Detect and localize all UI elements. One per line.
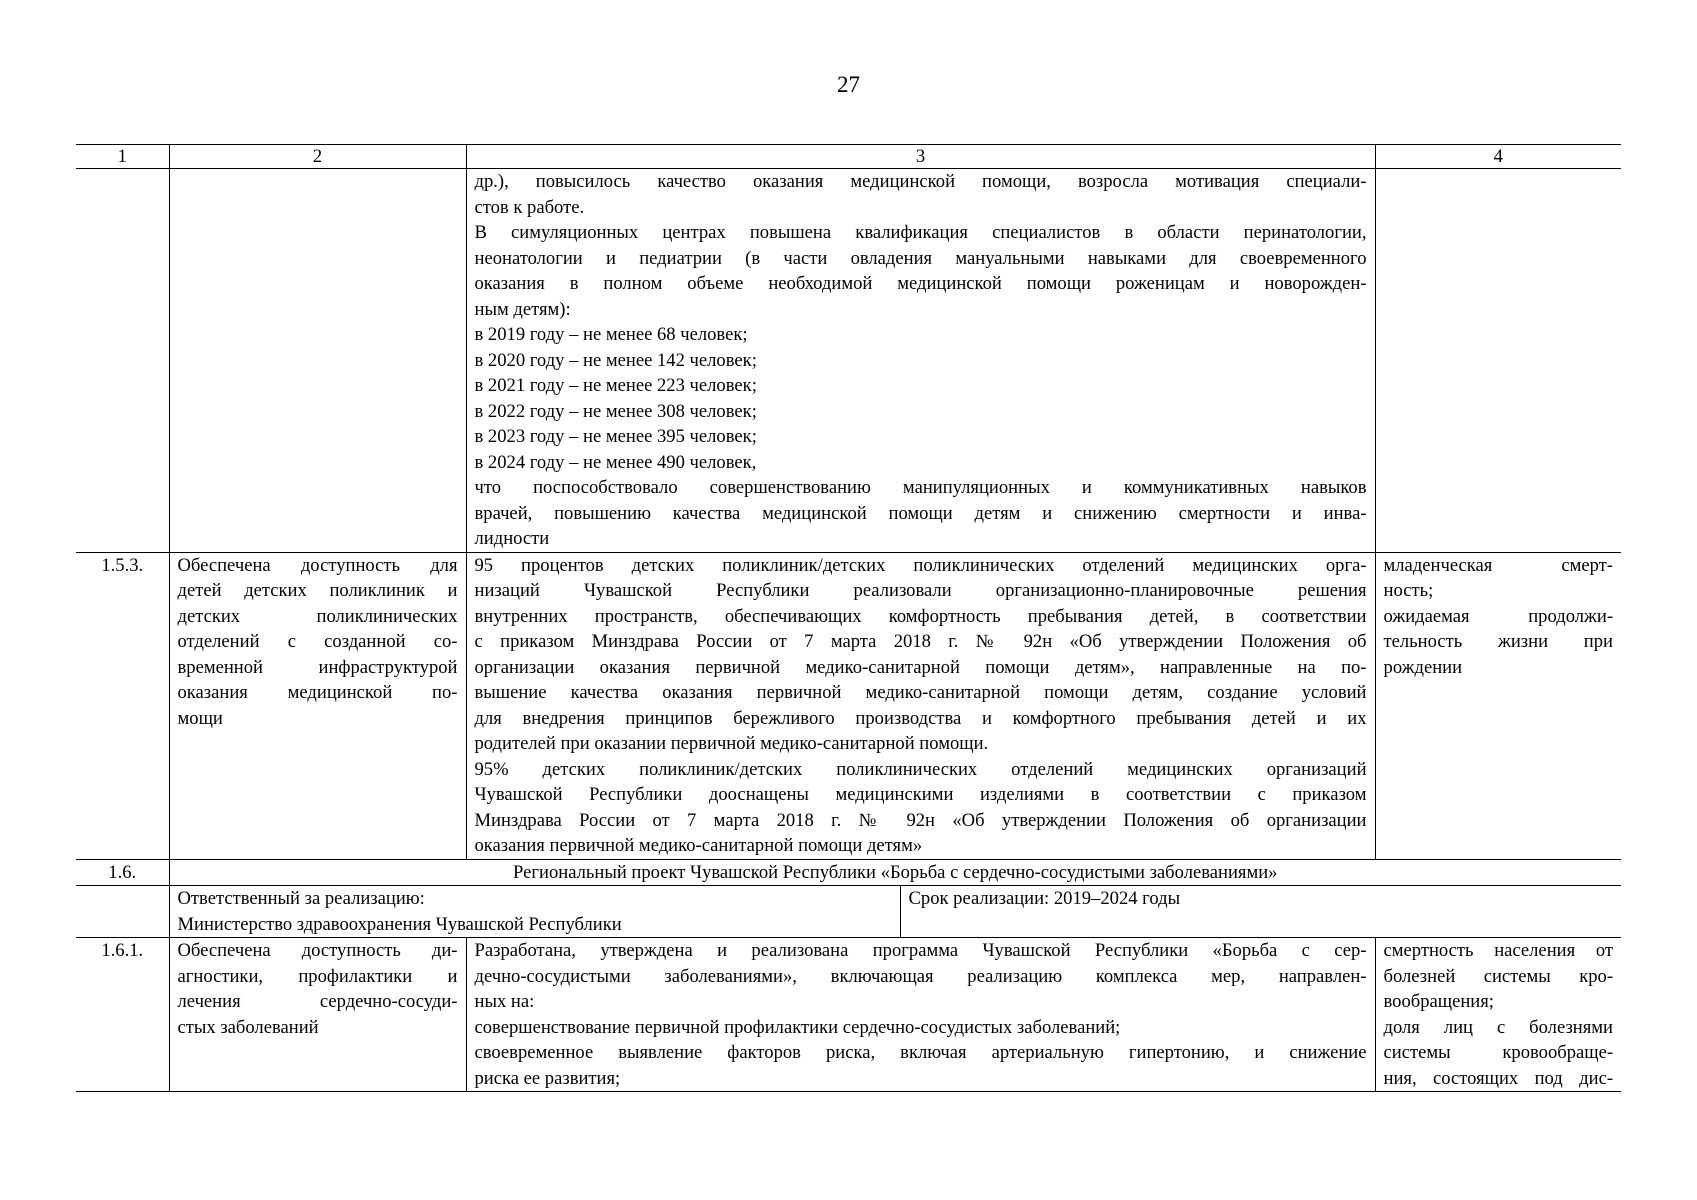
row-number: 1.6. <box>76 859 169 886</box>
text-line: вообращения; <box>1383 991 1494 1012</box>
text-line: ных на: <box>474 991 535 1012</box>
text-line: в 2019 году – не менее 68 человек; <box>474 324 748 345</box>
text-line: в 2023 году – не менее 395 человек; <box>474 426 757 447</box>
text-line: детей детских поликлиник и <box>177 580 458 601</box>
text-line: внутренних пространств, обеспечивающих комфортность пребывания детей, в соответствии <box>474 605 1367 627</box>
project-title: Региональный проект Чувашской Республики «Борьба с сердечно-сосудистыми заболеваниями» <box>169 859 1621 886</box>
row-161-col-3 <box>466 938 1375 1092</box>
table-row-1-6 <box>76 859 1621 886</box>
text-line: Обеспечена доступность для <box>177 554 458 576</box>
text-line: Чувашской Республики дооснащены медицинскими изделиями в соответствии с приказом <box>474 784 1367 805</box>
text-line: риска ее развития; <box>474 1067 621 1089</box>
text-line: детских поликлинических <box>177 605 458 627</box>
text-line: дечно-сосудистыми заболеваниями», включающая реализацию комплекса мер, направлен- <box>474 965 1367 987</box>
text-line: болезней системы кро- <box>1383 965 1614 987</box>
table-row-1-6-1 <box>76 938 1621 1092</box>
text-line: младенческая смерт- <box>1383 554 1614 576</box>
text-line: для внедрения принципов бережливого производства и комфортного пребывания детей и их <box>474 707 1367 729</box>
row-153-col-4 <box>1375 552 1621 859</box>
text-line: в 2022 году – не менее 308 человек; <box>474 400 757 422</box>
text-line: ожидаемая продолжи- <box>1383 605 1614 627</box>
row-153-col-3 <box>466 552 1375 859</box>
cont-col-4 <box>1375 169 1621 553</box>
text-line: лидности <box>474 528 550 549</box>
term-cell: Срок реализации: 2019–2024 годы <box>900 886 1621 938</box>
text-line: оказания в полном объеме необходимой медицинской помощи роженицам и новорожден- <box>474 273 1367 294</box>
resp-col-1 <box>76 886 169 938</box>
header-col-3: 3 <box>466 145 1375 169</box>
text-line: временной инфраструктурой <box>177 656 458 678</box>
text-line: доля лиц с болезнями <box>1383 1016 1614 1038</box>
text-line: своевременное выявление факторов риска, включая артериальную гипертонию, и снижение <box>474 1042 1367 1063</box>
text-line: стых заболеваний <box>177 1016 319 1038</box>
text-line: в 2021 году – не менее 223 человек; <box>474 375 757 396</box>
table-row-responsible <box>76 886 1621 938</box>
text-line: тельность жизни при <box>1383 631 1614 652</box>
text-line: вышение качества оказания первичной медико-санитарной помощи детям, создание условий <box>474 682 1367 703</box>
text-line: др.), повысилось качество оказания медицинской помощи, возросла мотивация специали- <box>474 171 1367 192</box>
text-line: неонатологии и педиатрии (в части овладения мануальными навыками для своевременного <box>474 247 1367 269</box>
cont-col-1 <box>76 169 169 553</box>
text-line: в 2024 году – не менее 490 человек, <box>474 451 757 473</box>
header-col-4: 4 <box>1375 145 1621 169</box>
text-line: лечения сердечно-сосуди- <box>177 991 458 1012</box>
row-161-col-2 <box>169 938 466 1092</box>
text-line: ния, состоящих под дис- <box>1383 1067 1614 1089</box>
table-header-row <box>76 145 1621 169</box>
document-table <box>76 144 1621 1092</box>
text-line: 95% детских поликлиник/детских поликлинических отделений медицинских организаций <box>474 758 1367 780</box>
responsible-cell <box>169 886 900 938</box>
text-line: врачей, повышению качества медицинской помощи детям и снижению смертности и инва- <box>474 502 1367 524</box>
row-number: 1.5.3. <box>76 552 169 859</box>
text-line: агностики, профилактики и <box>177 965 458 987</box>
text-line: Разработана, утверждена и реализована программа Чувашской Республики «Борьба с сер- <box>474 940 1367 961</box>
text-line: Минздрава России от 7 марта 2018 г. № 92н «Об утверждении Положения об организации <box>474 809 1367 831</box>
text-line: родителей при оказании первичной медико-санитарной помощи. <box>474 733 989 754</box>
text-line: что поспособствовало совершенствованию манипуляционных и коммуникативных навыков <box>474 477 1367 498</box>
text-line: ность; <box>1383 580 1434 601</box>
text-line: ным детям): <box>474 298 571 320</box>
cont-col-3 <box>466 169 1375 553</box>
text-line: оказания медицинской по- <box>177 682 458 703</box>
text-line: организации оказания первичной медико-санитарной помощи детям», направленные на по- <box>474 656 1367 678</box>
text-line: Обеспечена доступность ди- <box>177 940 458 961</box>
cont-col-2 <box>169 169 466 553</box>
text-line: отделений с созданной со- <box>177 631 458 652</box>
row-161-col-4 <box>1375 938 1621 1092</box>
text-line: смертность населения от <box>1383 940 1614 961</box>
responsible-value: Министерство здравоохранения Чувашской Республики <box>177 913 622 935</box>
text-line: мощи <box>177 707 223 729</box>
text-line: оказания первичной медико-санитарной помощи детям» <box>474 835 923 856</box>
text-line: низаций Чувашской Республики реализовали организационно-планировочные решения <box>474 580 1367 601</box>
table-row-1-5-3 <box>76 552 1621 859</box>
row-153-col-2 <box>169 552 466 859</box>
text-line: системы кровообраще- <box>1383 1042 1614 1063</box>
text-line: В симуляционных центрах повышена квалификация специалистов в области перинатологии, <box>474 222 1367 243</box>
table-row-continuation <box>76 169 1621 553</box>
page-number: 27 <box>837 72 860 97</box>
text-line: рождении <box>1383 656 1463 678</box>
header-col-1: 1 <box>76 145 169 169</box>
text-line: стов к работе. <box>474 196 585 218</box>
text-line: в 2020 году – не менее 142 человек; <box>474 349 757 371</box>
text-line: с приказом Минздрава России от 7 марта 2018 г. № 92н «Об утверждении Положения об <box>474 631 1367 652</box>
row-number: 1.6.1. <box>76 938 169 1092</box>
header-col-2: 2 <box>169 145 466 169</box>
text-line: 95 процентов детских поликлиник/детских поликлинических отделений медицинских орга- <box>474 554 1367 576</box>
text-line: совершенствование первичной профилактики сердечно-сосудистых заболеваний; <box>474 1016 1121 1038</box>
responsible-label: Ответственный за реализацию: <box>177 888 425 909</box>
